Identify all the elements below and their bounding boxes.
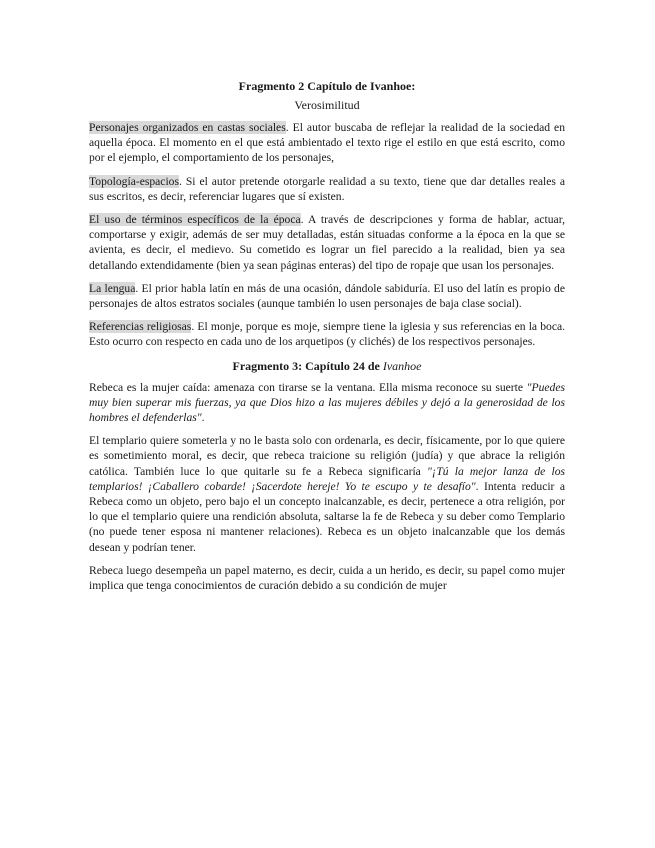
paragraph-text-end: . Intenta reducir a Rebeca como un objeto, pero bajo el un concepto inalcanzable, es decir, pertenece a otra religión, por lo que el templario quiere una rendición absoluta, saltarse la fe de Rebeca y su deber como Templario (no puede tener esposa ni mantener relaciones). Rebeca es un objeto inalcanzable que los demás desean y podrían tener. bbox=[89, 479, 565, 554]
highlighted-term: La lengua bbox=[89, 281, 136, 295]
paragraph-text-end: . bbox=[201, 411, 205, 425]
highlighted-term: Personajes organizados en castas sociales bbox=[89, 121, 286, 134]
highlighted-term: Referencias religiosas bbox=[89, 320, 192, 334]
section-subtitle: Verosimilitud bbox=[294, 98, 360, 112]
paragraph-castas bbox=[89, 120, 565, 166]
paragraph-terminos bbox=[89, 212, 565, 273]
paragraph-templario bbox=[89, 433, 565, 555]
paragraph-topologia bbox=[89, 174, 565, 204]
highlighted-term: Topología-espacios bbox=[89, 174, 179, 188]
section-title-fragment-2: Fragmento 2 Capítulo de Ivanhoe: bbox=[238, 79, 416, 93]
paragraph-papel-materno bbox=[89, 563, 565, 593]
quote-text: "Puedes muy bien superar mis fuerzas, ya que Dios hizo a las mujeres débiles y dejó a la generosidad de los hombres el defenderlas" bbox=[89, 380, 565, 425]
paragraph-text: El templario quiere someterla y no le basta solo con ordenarla, es decir, físicamente, por lo que quiere es sometimiento moral, es decir, que rebeca traicione su religión (judía) y que abrace la religión católica. También luce lo que quitarle su fe a Rebeca significaría bbox=[89, 434, 565, 478]
section-title-fragment-3 bbox=[89, 358, 565, 374]
paragraph-rebeca-caida bbox=[89, 380, 565, 426]
highlighted-term: El uso de términos específicos de la época bbox=[89, 213, 301, 227]
paragraph-text: Rebeca luego desempeña un papel materno, es decir, cuida a un herido, es decir, su papel como mujer implica que tenga conocimientos de curación debido a su condición de mujer bbox=[89, 563, 565, 593]
document-body bbox=[89, 78, 565, 601]
section-title-italic: Ivanhoe bbox=[382, 358, 422, 373]
section-title-prefix: Fragmento 3: Capítulo 24 de bbox=[232, 358, 383, 373]
paragraph-religiosas bbox=[89, 319, 565, 349]
paragraph-text: . El monje, porque es moje, siempre tiene la iglesia y sus referencias en la boca. Esto ocurro con respecto en cada uno de los arquetipos (y clichés) de los respectivos personajes. bbox=[89, 320, 566, 349]
paragraph-text: . El autor buscaba de reflejar la realidad de la sociedad en aquella época. El momento en el que está ambientado el texto rige el estilo en que está escrito, como por el ejemplo, el comportamiento de los personajes, bbox=[89, 121, 565, 165]
quote-text: "¡Tú la mejor lanza de los templarios! ¡Caballero cobarde! ¡Sacerdote hereje! Yo te escupo y te desafío" bbox=[89, 464, 565, 493]
paragraph-text: . A través de descripciones y forma de hablar, actuar, comportarse y exigir, además de ser muy detalladas, están situadas conforme a la época en la que se avienta, es decir, el medievo. Su cometido es lograr un fiel parecido a la realidad, bien ya sea detallando extendidamente (bien ya sean páginas enteras) del tipo de ropaje que usan los personajes. bbox=[89, 213, 566, 272]
paragraph-lengua bbox=[89, 281, 565, 311]
paragraph-text: . Si el autor pretende otorgarle realidad a su texto, tiene que dar detalles reales a sus escritos, es decir, referenciar lugares que sí existen. bbox=[89, 174, 565, 203]
paragraph-text: . El prior habla latín en más de una ocasión, dándole sabiduría. El uso del latín es propio de personajes de altos estratos sociales (aunque también lo usen personajes de baja clase social). bbox=[89, 281, 566, 311]
paragraph-text: Rebeca es la mujer caída: amenaza con tirarse se la ventana. Ella misma reconoce su suerte bbox=[89, 380, 527, 394]
